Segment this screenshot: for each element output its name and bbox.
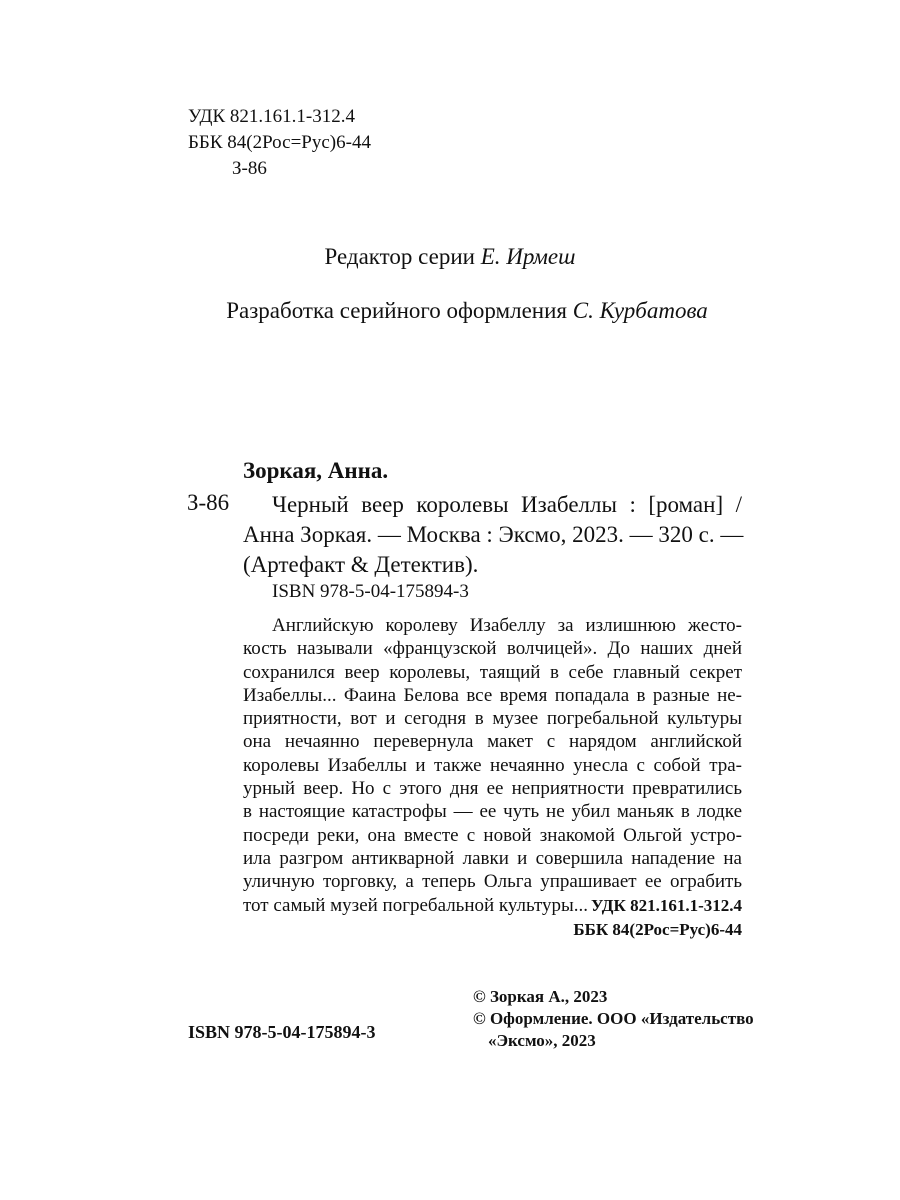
- annotation-line: урный веер. Но с этого дня ее неприятности превратились: [243, 778, 742, 800]
- annotation-line: кость называли «французской волчицей». До наших дней: [243, 638, 742, 660]
- annotation-line: королевы Изабеллы и также нечаянно унесла с собой тра-: [243, 754, 742, 776]
- series-editor-credit: [0, 244, 900, 270]
- series-editor-role: Редактор серии: [324, 244, 475, 269]
- catalog-title-line: Анна Зоркая. — Москва : Эксмо, 2023. — 320 с. —: [243, 522, 744, 547]
- isbn-bottom: ISBN 978-5-04-175894-3: [188, 1022, 376, 1042]
- udk-code-bottom: УДК 821.161.1-312.4: [591, 896, 742, 915]
- series-design-credit: [0, 298, 900, 324]
- series-design-role: Разработка серийного оформления: [226, 298, 567, 323]
- annotation-line: уличную торговку, а теперь Ольга упрашивает ее ограбить: [243, 871, 742, 893]
- copyright-block: [473, 986, 754, 1052]
- catalog-title-line: Черный веер королевы Изабеллы : [роман] /: [272, 492, 742, 517]
- catalog-title-block: [243, 490, 744, 580]
- annotation-line: Английскую королеву Изабеллу за излишнюю жесто-: [272, 615, 742, 636]
- catalog-title-line: (Артефакт & Детектив).: [243, 552, 479, 577]
- bbk-code-bottom: ББК 84(2Рос=Рус)6-44: [573, 920, 742, 939]
- series-editor-name: Е. Ирмеш: [480, 244, 576, 269]
- catalog-isbn: ISBN 978-5-04-175894-3: [272, 581, 469, 602]
- bbk-code: ББК 84(2Рос=Рус)6-44: [188, 132, 371, 153]
- annotation-line: она нечаянно перевернула макет с нарядом английской: [243, 731, 742, 753]
- author-mark: З-86: [232, 158, 267, 179]
- udk-code: УДК 821.161.1-312.4: [188, 106, 355, 127]
- copyright-author: © Зоркая А., 2023: [473, 987, 608, 1006]
- copyright-design-cont: «Эксмо», 2023: [488, 1031, 596, 1050]
- annotation-line: тот самый музей погребальной культуры...: [243, 894, 589, 916]
- copyright-design: © Оформление. ООО «Издательство: [473, 1009, 754, 1028]
- annotation-line: в настоящие катастрофы — ее чуть не убил маньяк в лодке: [243, 801, 742, 823]
- series-design-name: С. Курбатова: [572, 298, 708, 323]
- annotation: [243, 614, 742, 917]
- catalog-author-mark: З-86: [187, 490, 230, 515]
- annotation-line: Изабеллы... Фаина Белова все время попадала в разные не-: [243, 684, 742, 706]
- annotation-line: сохранился веер королевы, таящий в себе главный секрет: [243, 661, 742, 683]
- annotation-line: приятности, вот и сегодня в музее погребальной культуры: [243, 708, 742, 730]
- classification-codes-bottom: [500, 894, 742, 942]
- annotation-line: ила разгром антикварной лавки и совершила нападение на: [243, 847, 742, 869]
- classification-codes-top: [188, 104, 371, 182]
- annotation-line: посреди реки, она вместе с новой знакомой Ольгой устро-: [243, 824, 742, 846]
- catalog-author: Зоркая, Анна.: [243, 458, 389, 483]
